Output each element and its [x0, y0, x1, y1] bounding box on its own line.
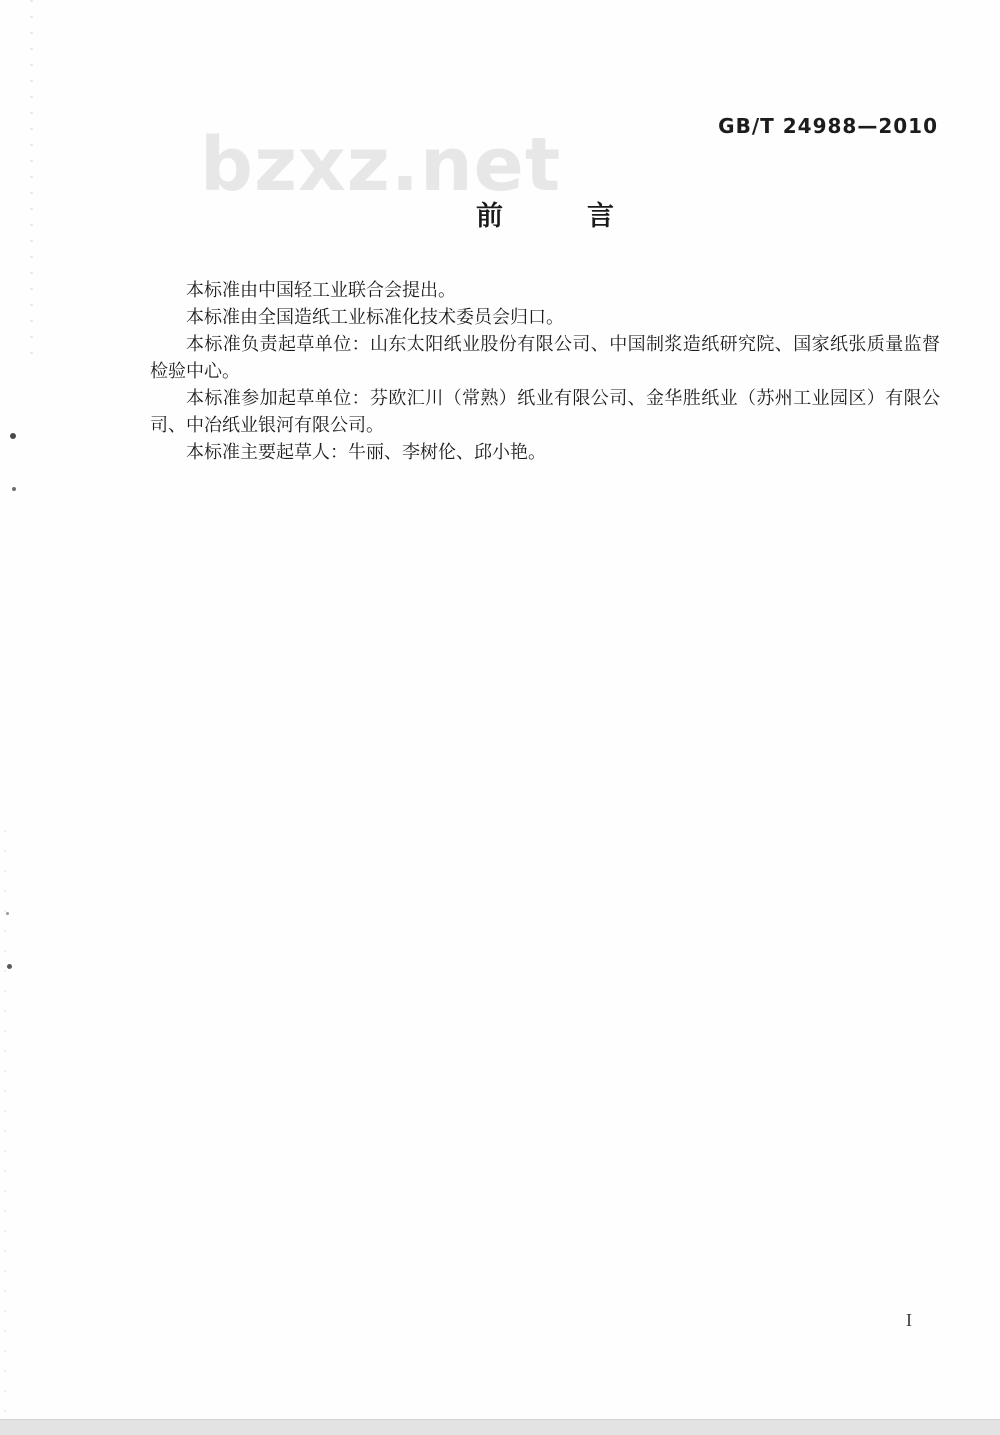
paragraph-proposed-by: 本标准由中国轻工业联合会提出。 — [186, 280, 456, 300]
scan-speck — [6, 912, 9, 915]
standard-code: GB/T 24988—2010 — [718, 114, 938, 138]
paragraph-centralized-by: 本标准由全国造纸工业标准化技术委员会归口。 — [186, 307, 564, 327]
scan-noise-left-bottom — [4, 830, 6, 1415]
page-number: I — [906, 1310, 912, 1330]
scan-noise-left-top — [30, 0, 33, 360]
page-title — [150, 202, 940, 232]
paragraph-main-drafters: 本标准主要起草人：牛丽、李树伦、邱小艳。 — [186, 442, 546, 462]
paragraph-participating-organizations: 本标准参加起草单位：芬欧汇川（常熟）纸业有限公司、金华胜纸业（苏州工业园区）有限公司、中冶纸业银河有限公司。 — [150, 388, 940, 435]
scanner-background-strip — [0, 1419, 1000, 1435]
watermark: bzxz.net — [200, 122, 562, 208]
page-title-char-2: 言 — [587, 201, 614, 232]
scan-speck — [12, 487, 16, 491]
foreword-body — [150, 277, 940, 466]
page-title-char-1: 前 — [476, 201, 503, 232]
scan-speck — [7, 964, 12, 969]
paragraph-drafting-organizations: 本标准负责起草单位：山东太阳纸业股份有限公司、中国制浆造纸研究院、国家纸张质量监督检验中心。 — [150, 334, 940, 381]
scan-speck — [10, 433, 16, 439]
